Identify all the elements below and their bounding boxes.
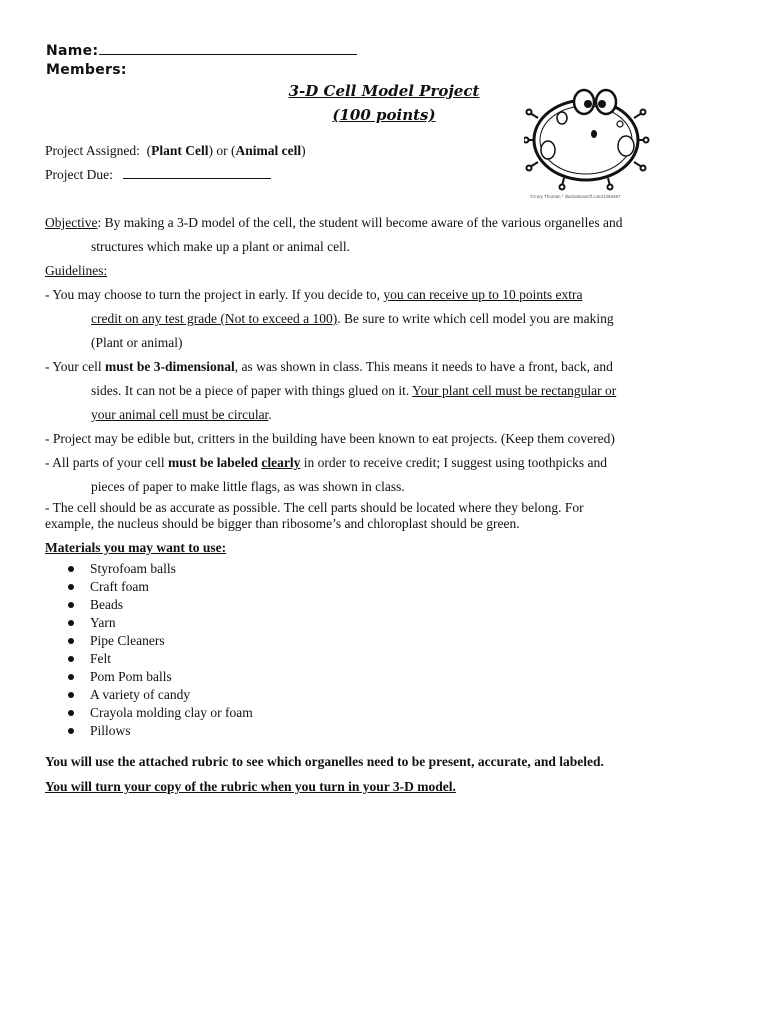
list-item: Styrofoam balls [68, 560, 253, 578]
illustration-caption: ©Cory Thoman * illustrationsOf.com/1068487 [530, 194, 621, 199]
list-item: Pom Pom balls [68, 668, 253, 686]
list-item: Pipe Cleaners [68, 632, 253, 650]
list-item: Pillows [68, 722, 253, 740]
objective-line-2: structures which make up a plant or animal cell. [91, 239, 351, 254]
list-item: Beads [68, 596, 253, 614]
name-label: Name: [46, 43, 99, 59]
list-item: Craft foam [68, 578, 253, 596]
guideline-edible: - Project may be edible but, critters in the building have been known to eat projects. (Keep them covered) [45, 431, 615, 446]
cartoon-cell-illustration [524, 88, 652, 200]
guideline-early-line-3: (Plant or animal) [91, 335, 183, 350]
guideline-labeled-line-1: - All parts of your cell must be labeled clearly in order to receive credit; I suggest using toothpicks and [45, 455, 608, 470]
guideline-labeled-line-2: pieces of paper to make little flags, as was shown in class. [91, 479, 405, 494]
animal-cell-option: Animal cell [235, 143, 302, 158]
objective-line-1: Objective: By making a 3-D model of the cell, the student will become aware of the various organelles and [45, 215, 623, 230]
guideline-3d-line-2: sides. It can not be a piece of paper with things glued on it. Your plant cell must be rectangular or [91, 383, 617, 398]
rubric-instruction: You will use the attached rubric to see which organelles need to be present, accurate, and labeled. [45, 754, 604, 769]
plant-cell-option: Plant Cell [151, 143, 209, 158]
guideline-3d-line-1: - Your cell must be 3-dimensional, as was shown in class. This means it needs to have a front, back, and [45, 359, 613, 374]
guideline-3d-line-3: your animal cell must be circular. [91, 407, 272, 422]
name-blank-line [99, 42, 357, 55]
materials-list [68, 560, 253, 740]
list-item: Yarn [68, 614, 253, 632]
guideline-early-line-2: credit on any test grade (Not to exceed a 100). Be sure to write which cell model you are making [91, 311, 614, 326]
guideline-early-line-1: - You may choose to turn the project in early. If you decide to, you can receive up to 10 points extra [45, 287, 583, 302]
project-due-line: Project Due: [45, 163, 271, 187]
project-assigned-line: Project Assigned: (Plant Cell) or (Animal cell) [45, 143, 306, 158]
list-item: Crayola molding clay or foam [68, 704, 253, 722]
members-label: Members: [46, 62, 127, 78]
page-subtitle [0, 106, 768, 124]
guideline-accurate-line-1: - The cell should be as accurate as possible. The cell parts should be located where they belong. For [45, 500, 584, 515]
page-title [0, 82, 768, 100]
materials-heading: Materials you may want to use: [45, 540, 227, 555]
turn-in-instruction: You will turn your copy of the rubric when you turn in your 3-D model. [45, 779, 456, 794]
due-date-blank-line [123, 168, 271, 179]
list-item: Felt [68, 650, 253, 668]
guidelines-heading: Guidelines: [45, 263, 108, 278]
list-item: A variety of candy [68, 686, 253, 704]
guideline-accurate-line-2: example, the nucleus should be bigger than ribosome’s and chloroplast should be green. [45, 516, 520, 531]
title-line-2: (100 points) [332, 106, 436, 124]
title-line-1: 3-D Cell Model Project [288, 82, 480, 100]
name-field [46, 42, 357, 59]
objective-label: Objective [45, 215, 98, 230]
